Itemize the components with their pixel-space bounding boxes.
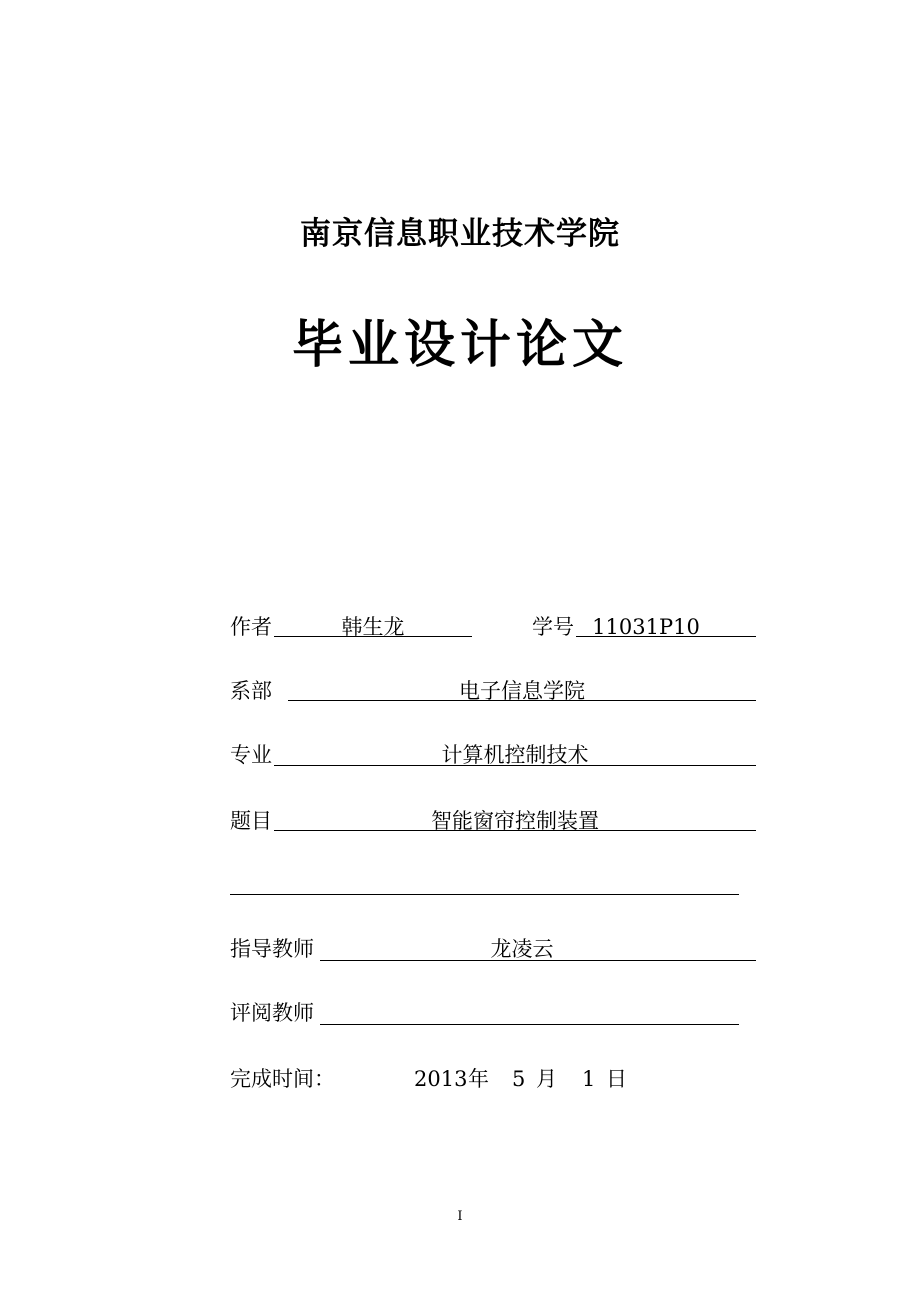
completion-month-unit: 月 bbox=[536, 1067, 557, 1091]
student-id-value: 11031P10 bbox=[592, 615, 700, 639]
topic-label: 题目 bbox=[230, 809, 272, 833]
completion-day: 1 bbox=[582, 1067, 596, 1091]
department-label: 系部 bbox=[230, 679, 272, 703]
completion-day-unit: 日 bbox=[606, 1067, 627, 1091]
reviewer-label: 评阅教师 bbox=[230, 1001, 314, 1025]
topic-continuation-underline bbox=[230, 894, 739, 895]
page-number: I bbox=[457, 1209, 463, 1224]
completion-year: 2013 bbox=[414, 1067, 468, 1091]
major-label: 专业 bbox=[230, 743, 272, 767]
topic-value: 智能窗帘控制装置 bbox=[431, 809, 599, 833]
department-value: 电子信息学院 bbox=[459, 679, 585, 703]
author-value: 韩生龙 bbox=[341, 615, 405, 639]
major-value: 计算机控制技术 bbox=[441, 743, 589, 767]
institution-name: 南京信息职业技术学院 bbox=[300, 216, 620, 252]
completion-year-unit: 年 bbox=[468, 1067, 489, 1091]
author-label: 作者 bbox=[230, 615, 272, 639]
completion-label: 完成时间： bbox=[230, 1067, 335, 1091]
reviewer-underline bbox=[320, 1024, 739, 1025]
document-title: 毕业设计论文 bbox=[291, 316, 628, 375]
student-id-label: 学号 bbox=[532, 615, 574, 639]
advisor-value: 龙凌云 bbox=[490, 937, 554, 961]
completion-month: 5 bbox=[512, 1067, 526, 1091]
advisor-label: 指导教师 bbox=[230, 937, 314, 961]
